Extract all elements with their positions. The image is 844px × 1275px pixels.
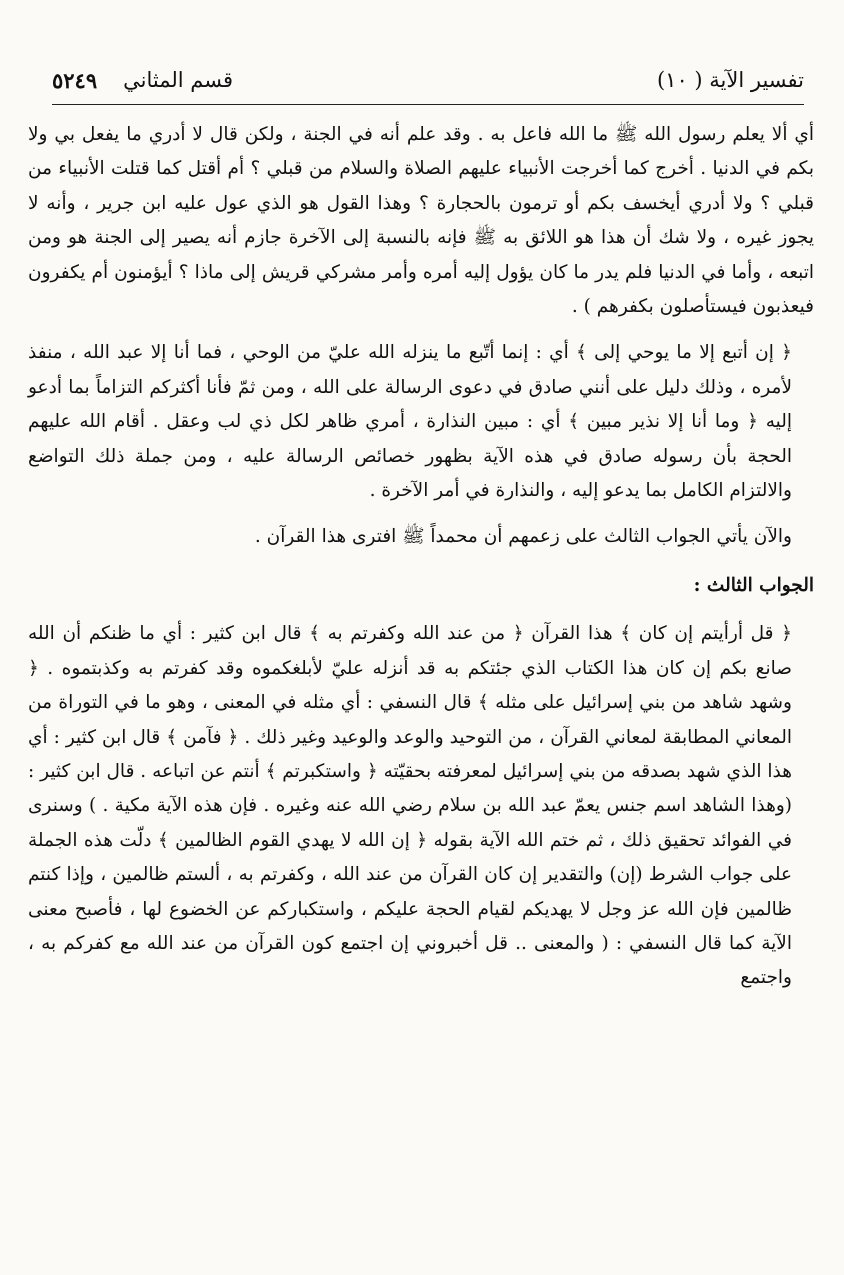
heading-text: الجواب الثالث : (693, 574, 814, 596)
text-line: الحجة عليكم ، واستكباركم عن الخضوع لها ، فأصبح معنى الآية كما قال النسفي : (28, 898, 792, 954)
text-line: والآن يأتي الجواب الثالث على زعمهم أن محمداً ﷺ افترى هذا القرآن . (254, 526, 792, 548)
text-line: ﴿ قل أرأيتم إن كان ﴾ هذا القرآن ﴿ من عند الله وكفرتم به ﴾ قال ابن كثير : (189, 623, 792, 645)
paragraph-2 (28, 336, 814, 508)
text-line: أي ما ظنكم أن الله صانع بكم إن كان هذا الكتاب الذي جئتكم به قد أنزله عليّ (28, 623, 793, 679)
text-line: بصدقه من بني إسرائيل لمعرفته بحقيّته ﴿ واستكبرتم ﴾ أنتم عن اتباعه . قال ابن كثير : (28, 760, 681, 782)
paragraph-4 (28, 617, 814, 995)
text-line: ظاهر لكل ذي لب وعقل . أقام الله عليهم الحجة بأن رسوله صادق في هذه الآية بظهور (28, 411, 792, 467)
paragraph-1 (28, 118, 814, 324)
text-line: أي ألا يعلم رسول الله ﷺ ما الله فاعل به . وقد علم أنه في الجنة ، ولكن قال لا أدري (148, 124, 815, 145)
text-line: عند الله ، وكفرتم به ، ألستم ظالمين ، وإذا كنتم ظالمين فإن الله عز وجل لا يهديكم لقيام (28, 864, 792, 920)
text-line: إلا عبد الله ، منفذ لأمره ، وذلك دليل على أنني صادق في دعوى الرسالة على الله ، ومن (28, 342, 792, 398)
text-line: التوحيد والوعد والوعيد وغير ذلك . ﴿ فآمن ﴾ قال ابن كثير : أي هذا الذي شهد (28, 726, 792, 782)
text-line: اللائق به ﷺ فإنه بالنسبة إلى الآخرة جازم أنه يصير إلى الجنة هو ومن اتبعه ، وأما في (28, 227, 814, 283)
section-heading (28, 569, 814, 603)
text-line: فيعذبون فيستأصلون بكفرهم ) . (571, 296, 814, 318)
text-line: ( والمعنى .. قل أخبروني إن اجتمع كون القرآن من عند الله مع كفركم به ، واجتمع (28, 932, 792, 989)
text-line: قال النسفي : أي مثله في المعنى ، وهو ما في التوراة من المعاني المطابقة لمعاني القرآن ، من (28, 692, 792, 748)
text-line: ثمّ فأنا أكثركم التزاماً بما أدعو إليه ﴿ وما أنا إلا نذير مبين ﴾ أي : مبين النذارة ، أمري (28, 376, 792, 433)
section-title: قسم المثاني (123, 67, 234, 92)
page-header (52, 62, 804, 98)
header-rule (52, 104, 804, 105)
text-line: مكية . ) وسنرى في الفوائد تحقيق ذلك ، ثم ختم الله الآية بقوله ﴿ إن الله لا يهدي (28, 795, 792, 851)
running-title: تفسير الآية ( ١٠) (656, 68, 804, 92)
page-body (28, 118, 814, 996)
text-line: قبلي ؟ أم أقتل كما قتلت الأنبياء من قبلي ؟ ولا أدري أيخسف بكم أو ترمون بالحجارة ؟ (28, 158, 814, 214)
text-line: (وهذا الشاهد اسم جنس يعمّ عبد الله بن سلام رضي الله عنه وغيره . فإن هذه الآية (156, 795, 792, 817)
text-line: لأبلغكموه وقد كفرتم به وكذبتموه . ﴿ وشهد شاهد من بني إسرائيل على مثله ﴾ (28, 657, 792, 714)
text-line: ﴿ إن أتبع إلا ما يوحي إلى ﴾ أي : إنما أتّبع ما ينزله الله عليّ من الوحي ، فما أنا (173, 342, 792, 364)
page-number: ٥٢٤٩ (52, 67, 98, 93)
text-line: الدنيا فلم يدر ما كان يؤول إليه أمره وأمر مشركي قريش إلى ماذا ؟ أيؤمنون أم يكفرون (28, 261, 696, 283)
text-line: وهذا القول هو الذي عول عليه ابن جرير ، وأنه لا يجوز غيره ، ولا شك أن هذا هو (28, 192, 814, 249)
paragraph-3 (28, 520, 814, 554)
text-line: ما يفعل بي ولا بكم في الدنيا . أخرج كما أخرجت الأنبياء عليهم الصلاة والسلام من (28, 124, 814, 180)
text-line: القوم الظالمين ﴾ دلّت هذه الجملة على جواب الشرط (إن) والتقدير إن كان القرآن من (28, 829, 792, 886)
text-line: والنذارة في أمر الآخرة . (369, 480, 555, 502)
text-line: خصائص الرسالة عليه ، ومن جملة ذلك التواضع والالتزام الكامل بما يدعو إليه ، (28, 445, 792, 502)
